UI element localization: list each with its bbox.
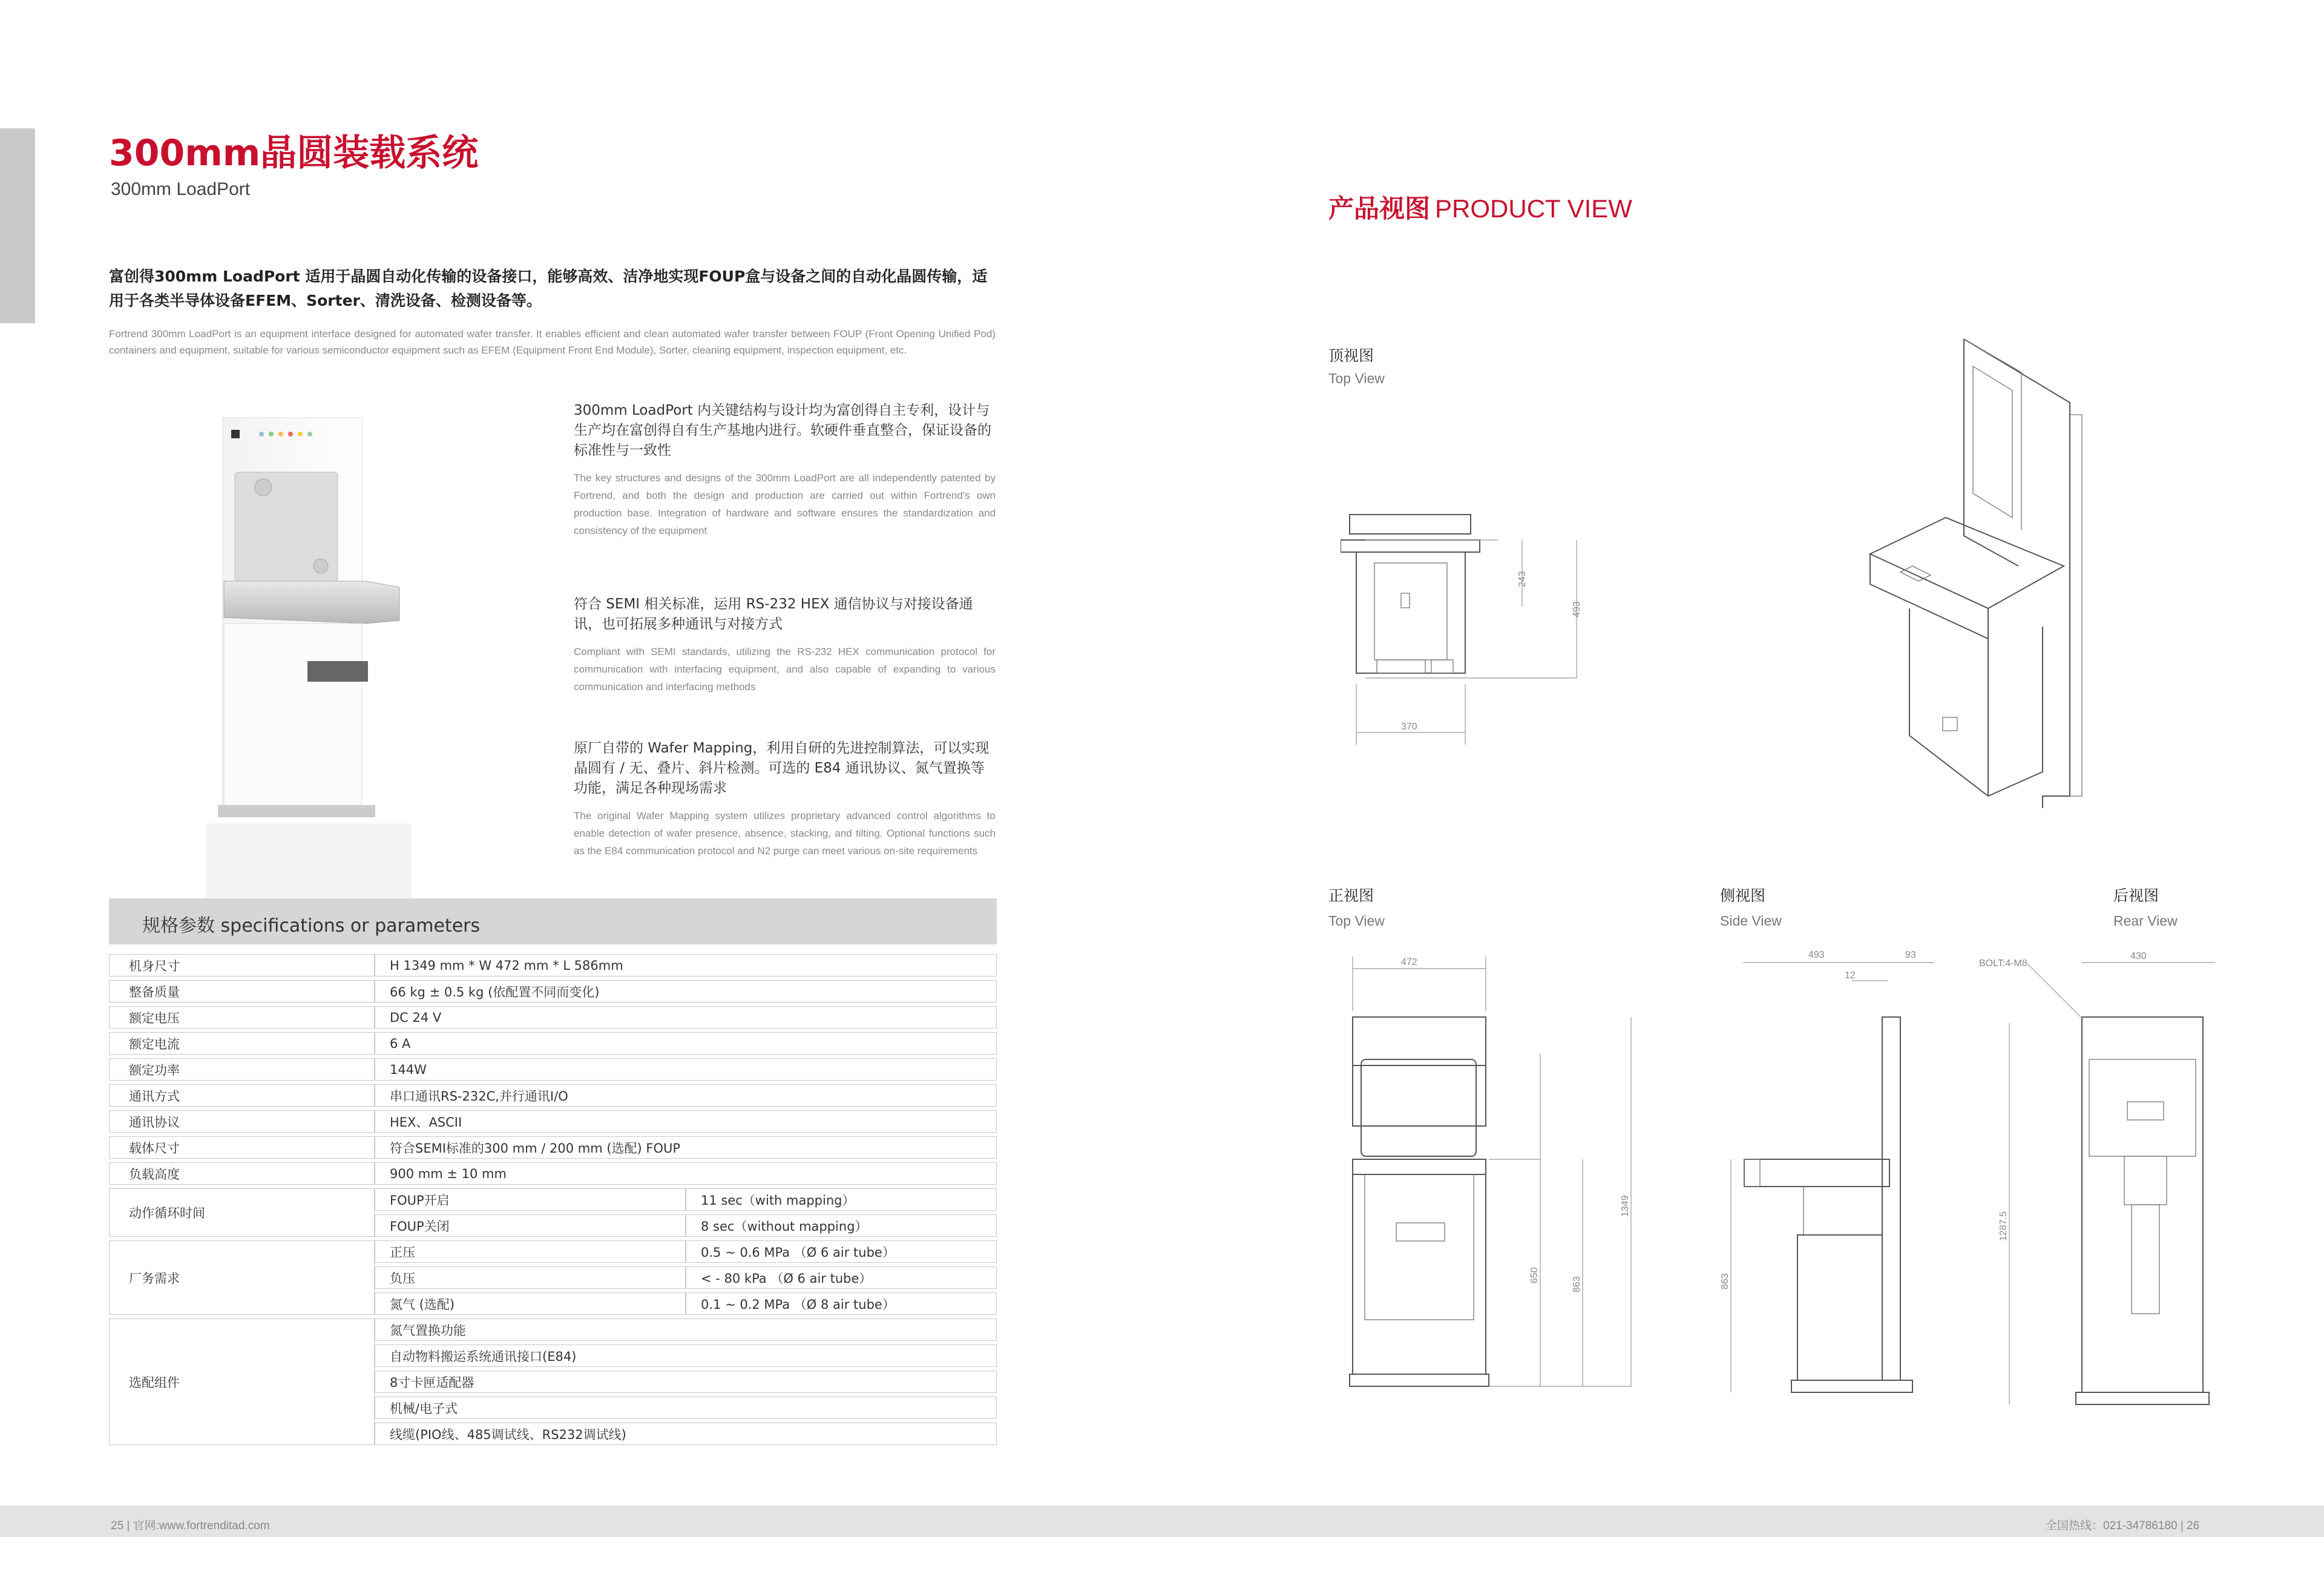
dim-650: 650	[1529, 1267, 1540, 1283]
dim-bolt: BOLT:4-M8	[1979, 958, 2027, 969]
table-row: 选配组件 氮气置换功能	[109, 1319, 997, 1341]
side-view-label-cn: 侧视图	[1720, 887, 1766, 904]
feature-2-cn: 符合 SEMI 相关标准，运用 RS-232 HEX 通信协议与对接设备通讯，也可拓展多种通讯与对接方式	[574, 596, 973, 632]
dim-243: 243	[1517, 571, 1528, 587]
spec-table-header	[109, 898, 997, 944]
dim-93: 93	[1905, 950, 1916, 960]
feature-3-cn: 原厂自带的 Wafer Mapping，利用自研的先进控制算法，可以实现晶圆有 / 无、叠片、斜片检测。可选的 E84 通讯协议、氮气置换等功能，满足各种现场需求	[574, 740, 990, 796]
loadport-product-image	[206, 412, 412, 902]
top-view-label-en: Top View	[1328, 370, 1385, 386]
table-row: 通讯方式 串口通讯RS-232C,并行通讯I/O	[109, 1084, 997, 1107]
dim-12: 12	[1845, 970, 1856, 981]
table-row: 负载高度 900 mm ± 10 mm	[109, 1162, 997, 1185]
product-view-title-cn: 产品视图	[1328, 194, 1431, 223]
footer-right-text: 全国热线：021-34786180 | 26	[2046, 1519, 2200, 1532]
spec-table-title: 规格参数 specifications or parameters	[142, 915, 481, 937]
side-view-label-en: Side View	[1720, 913, 1782, 929]
page-edge-tab	[0, 128, 35, 323]
feature-block-1	[574, 401, 996, 539]
feature-block-2	[574, 594, 996, 696]
page-title: 300mm晶圆装载系统	[109, 132, 479, 174]
dim-370: 370	[1401, 722, 1417, 732]
table-row: 厂务需求 正压 0.5 ~ 0.6 MPa （Ø 6 air tube）	[109, 1240, 997, 1263]
dim-430: 430	[2130, 951, 2147, 961]
table-row: 额定电流 6 A	[109, 1032, 997, 1055]
page-footer-bar	[0, 1506, 2324, 1537]
table-row: 动作循环时间 FOUP开启 11 sec（with mapping）	[109, 1188, 997, 1211]
dim-493: 493	[1572, 601, 1582, 617]
table-row: 8寸卡匣适配器	[109, 1371, 997, 1393]
page-subtitle: 300mm LoadPort	[111, 179, 251, 199]
table-row: 机械/电子式	[109, 1397, 997, 1419]
feature-3-en: The original Wafer Mapping system utilizes proprietary advanced control algorithms to enable detection of wafer presence, absence, stacking, and tilting. Optional functions such as the E84 communication protocol and N2 purge can meet various on-site requirements	[574, 810, 996, 857]
feature-block-3	[574, 739, 996, 860]
feature-1-en: The key structures and designs of the 300mm LoadPort are all independently patented by Fortrend, and both the design and production are carried out within Fortrend's own production base. Integration of hardware and software ensures the standardization and consistency of the equipment	[574, 472, 996, 536]
footer-left-text: 25 | 官网:www.fortrenditad.com	[111, 1519, 270, 1532]
intro-text-en: Fortrend 300mm LoadPort is an equipment interface designed for automated wafer transfer. It enables efficient and clean automated wafer transfer between FOUP (Front Opening Unified Pod) containers and equipment, suitable for various semiconductor equipment such as EFEM (Equipment Front End Module), Sorter, cleaning equipment, inspection equipment, etc.	[109, 328, 996, 356]
table-row: 线缆(PIO线、485调试线、RS232调试线)	[109, 1423, 997, 1445]
front-view-drawing	[1341, 944, 1643, 1429]
rear-view-label-cn: 后视图	[2113, 887, 2159, 904]
dim-1349: 1349	[1620, 1195, 1630, 1217]
spec-table	[109, 950, 997, 1449]
rear-view-drawing	[1973, 944, 2215, 1429]
feature-1-cn: 300mm LoadPort 内关键结构与设计均为富创得自主专利，设计与生产均在富创得自有生产基地内进行。软硬件垂直整合，保证设备的标准性与一致性	[574, 403, 991, 458]
table-row: 整备质量 66 kg ± 0.5 kg (依配置不同而变化)	[109, 980, 997, 1002]
product-view-title-en: PRODUCT VIEW	[1435, 194, 1632, 223]
dim-472: 472	[1401, 957, 1417, 967]
rear-view-label-en: Rear View	[2113, 913, 2178, 929]
dim-863: 863	[1572, 1276, 1582, 1292]
intro-text-cn: 富创得300mm LoadPort 适用于晶圆自动化传输的设备接口，能够高效、洁净地实现FOUP盒与设备之间的自动化晶圆传输，适用于各类半导体设备EFEM、Sorter、清洗设备、检测设备等。	[109, 268, 988, 309]
front-view-label-en: Top View	[1328, 913, 1385, 929]
top-view-label-cn: 顶视图	[1328, 347, 1374, 364]
table-row: 额定电压 DC 24 V	[109, 1006, 997, 1029]
table-row: 机身尺寸 H 1349 mm * W 472 mm * L 586mm	[109, 954, 997, 976]
feature-2-en: Compliant with SEMI standards, utilizing the RS-232 HEX communication protocol for communication with interfacing equipment, and also capable of expanding to various communication and interfacing methods	[574, 646, 996, 693]
table-row: 额定功率 144W	[109, 1058, 997, 1081]
table-row: 自动物料搬运系统通讯接口(E84)	[109, 1345, 997, 1367]
table-row: FOUP关闭 8 sec（without mapping）	[109, 1214, 997, 1237]
dim-493: 493	[1808, 950, 1825, 960]
product-view-title	[1328, 189, 1632, 225]
table-row: 通讯协议 HEX、ASCII	[109, 1110, 997, 1133]
side-view-drawing	[1713, 944, 1955, 1429]
table-row: 氮气 (选配) 0.1 ~ 0.2 MPa （Ø 8 air tube）	[109, 1292, 997, 1315]
dim-1287: 1287.5	[1998, 1211, 2009, 1241]
front-view-label-cn: 正视图	[1328, 887, 1374, 904]
top-view-drawing	[1341, 509, 1589, 751]
table-row: 载体尺寸 符合SEMI标准的300 mm / 200 mm (选配) FOUP	[109, 1136, 997, 1159]
isometric-view-drawing	[1864, 336, 2106, 808]
dim-863: 863	[1720, 1273, 1730, 1289]
table-row: 负压 < - 80 kPa （Ø 6 air tube）	[109, 1266, 997, 1289]
